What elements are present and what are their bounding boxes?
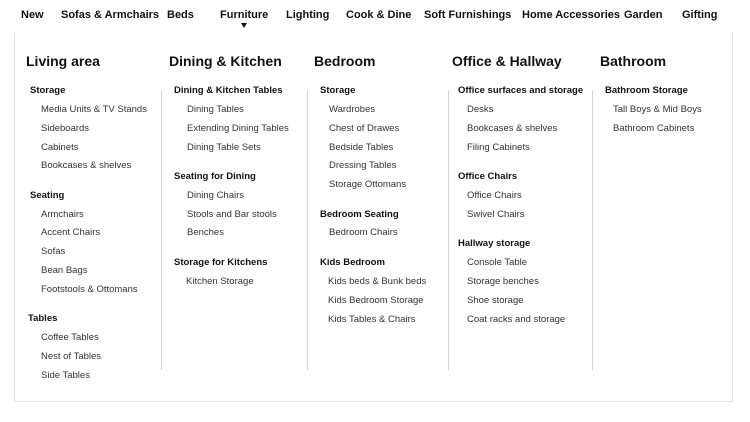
menu-link[interactable]: Storage Ottomans [329, 179, 407, 190]
menu-link[interactable]: Bathroom Cabinets [613, 123, 695, 134]
column-divider [592, 90, 593, 370]
nav-item-garden[interactable]: Garden [624, 9, 663, 21]
column-title: Dining & Kitchen [169, 53, 282, 69]
nav-item-furniture-label: Furniture [220, 9, 269, 21]
group-title-bathroom-storage[interactable]: Bathroom Storage [605, 85, 688, 96]
group-title-dining-kitchen-tables[interactable]: Dining & Kitchen Tables [174, 85, 283, 96]
menu-link[interactable]: Desks [467, 104, 494, 115]
nav-item-soft-furnishings[interactable]: Soft Furnishings [424, 9, 512, 21]
menu-link[interactable]: Dining Chairs [187, 190, 245, 201]
group-title-storage[interactable]: Storage [30, 85, 66, 96]
furniture-mega-menu [14, 33, 733, 402]
menu-link[interactable]: Coffee Tables [41, 332, 99, 343]
menu-link[interactable]: Chest of Drawes [329, 123, 400, 134]
column-title: Living area [26, 53, 100, 69]
menu-link[interactable]: Coat racks and storage [467, 314, 566, 325]
column-divider [448, 90, 449, 370]
menu-link[interactable]: Dining Tables [187, 104, 244, 115]
menu-link[interactable]: Kids Bedroom Storage [328, 295, 424, 306]
nav-item-cook-dine[interactable]: Cook & Dine [346, 9, 412, 21]
menu-link[interactable]: Kids beds & Bunk beds [328, 276, 427, 287]
column-divider [161, 90, 162, 370]
group-title-storage-for-kitchens[interactable]: Storage for Kitchens [174, 257, 268, 268]
column-divider [307, 90, 308, 370]
menu-link[interactable]: Stools and Bar stools [187, 209, 277, 220]
top-navigation [0, 0, 750, 32]
caret-down-icon [241, 23, 247, 28]
menu-link[interactable]: Bedside Tables [329, 142, 394, 153]
menu-link[interactable]: Console Table [467, 257, 528, 268]
menu-link[interactable]: Footstools & Ottomans [41, 284, 138, 295]
group-title-bedroom-seating[interactable]: Bedroom Seating [320, 209, 399, 220]
column-title: Bedroom [314, 53, 376, 69]
nav-item-gifting[interactable]: Gifting [682, 9, 718, 21]
menu-link[interactable]: Benches [187, 227, 224, 238]
menu-link[interactable]: Swivel Chairs [467, 209, 525, 220]
menu-link[interactable]: Nest of Tables [41, 351, 102, 362]
menu-link[interactable]: Extending Dining Tables [187, 123, 289, 134]
nav-item-home-accessories[interactable]: Home Accessories [522, 9, 621, 21]
menu-link[interactable]: Accent Chairs [41, 227, 101, 238]
menu-link[interactable]: Sideboards [41, 123, 90, 134]
menu-link[interactable]: Dressing Tables [329, 160, 397, 171]
menu-link[interactable]: Wardrobes [329, 104, 376, 115]
group-title-kids-bedroom[interactable]: Kids Bedroom [320, 257, 385, 268]
menu-link[interactable]: Tall Boys & Mid Boys [613, 104, 702, 115]
menu-link[interactable]: Kids Tables & Chairs [328, 314, 416, 325]
menu-link[interactable]: Bedroom Chairs [329, 227, 398, 238]
group-title-office-surfaces[interactable]: Office surfaces and storage [458, 85, 584, 96]
menu-link[interactable]: Side Tables [41, 370, 90, 381]
column-title: Office & Hallway [452, 53, 562, 69]
nav-item-lighting[interactable]: Lighting [286, 9, 330, 21]
menu-link[interactable]: Bookcases & shelves [41, 160, 132, 171]
group-title-tables[interactable]: Tables [28, 313, 58, 324]
nav-item-beds[interactable]: Beds [167, 9, 194, 21]
group-title-storage[interactable]: Storage [320, 85, 356, 96]
menu-link[interactable]: Shoe storage [467, 295, 524, 306]
menu-link[interactable]: Storage benches [467, 276, 539, 287]
group-title-office-chairs[interactable]: Office Chairs [458, 171, 518, 182]
menu-link[interactable]: Bean Bags [41, 265, 88, 276]
nav-item-furniture[interactable] [220, 9, 268, 21]
nav-item-sofas-armchairs[interactable]: Sofas & Armchairs [61, 9, 160, 21]
menu-link[interactable]: Kitchen Storage [186, 276, 254, 287]
menu-link[interactable]: Dining Table Sets [187, 142, 261, 153]
group-title-seating[interactable]: Seating [30, 190, 65, 201]
nav-item-new[interactable]: New [21, 9, 44, 21]
menu-link[interactable]: Armchairs [41, 209, 84, 220]
menu-link[interactable]: Cabinets [41, 142, 79, 153]
group-title-hallway-storage[interactable]: Hallway storage [458, 238, 531, 249]
menu-link[interactable]: Office Chairs [467, 190, 522, 201]
menu-link[interactable]: Filing Cabinets [467, 142, 530, 153]
menu-link[interactable]: Bookcases & shelves [467, 123, 558, 134]
menu-link[interactable]: Sofas [41, 246, 66, 257]
column-title: Bathroom [600, 53, 667, 69]
group-title-seating-for-dining[interactable]: Seating for Dining [174, 171, 256, 182]
menu-link[interactable]: Media Units & TV Stands [41, 104, 147, 115]
